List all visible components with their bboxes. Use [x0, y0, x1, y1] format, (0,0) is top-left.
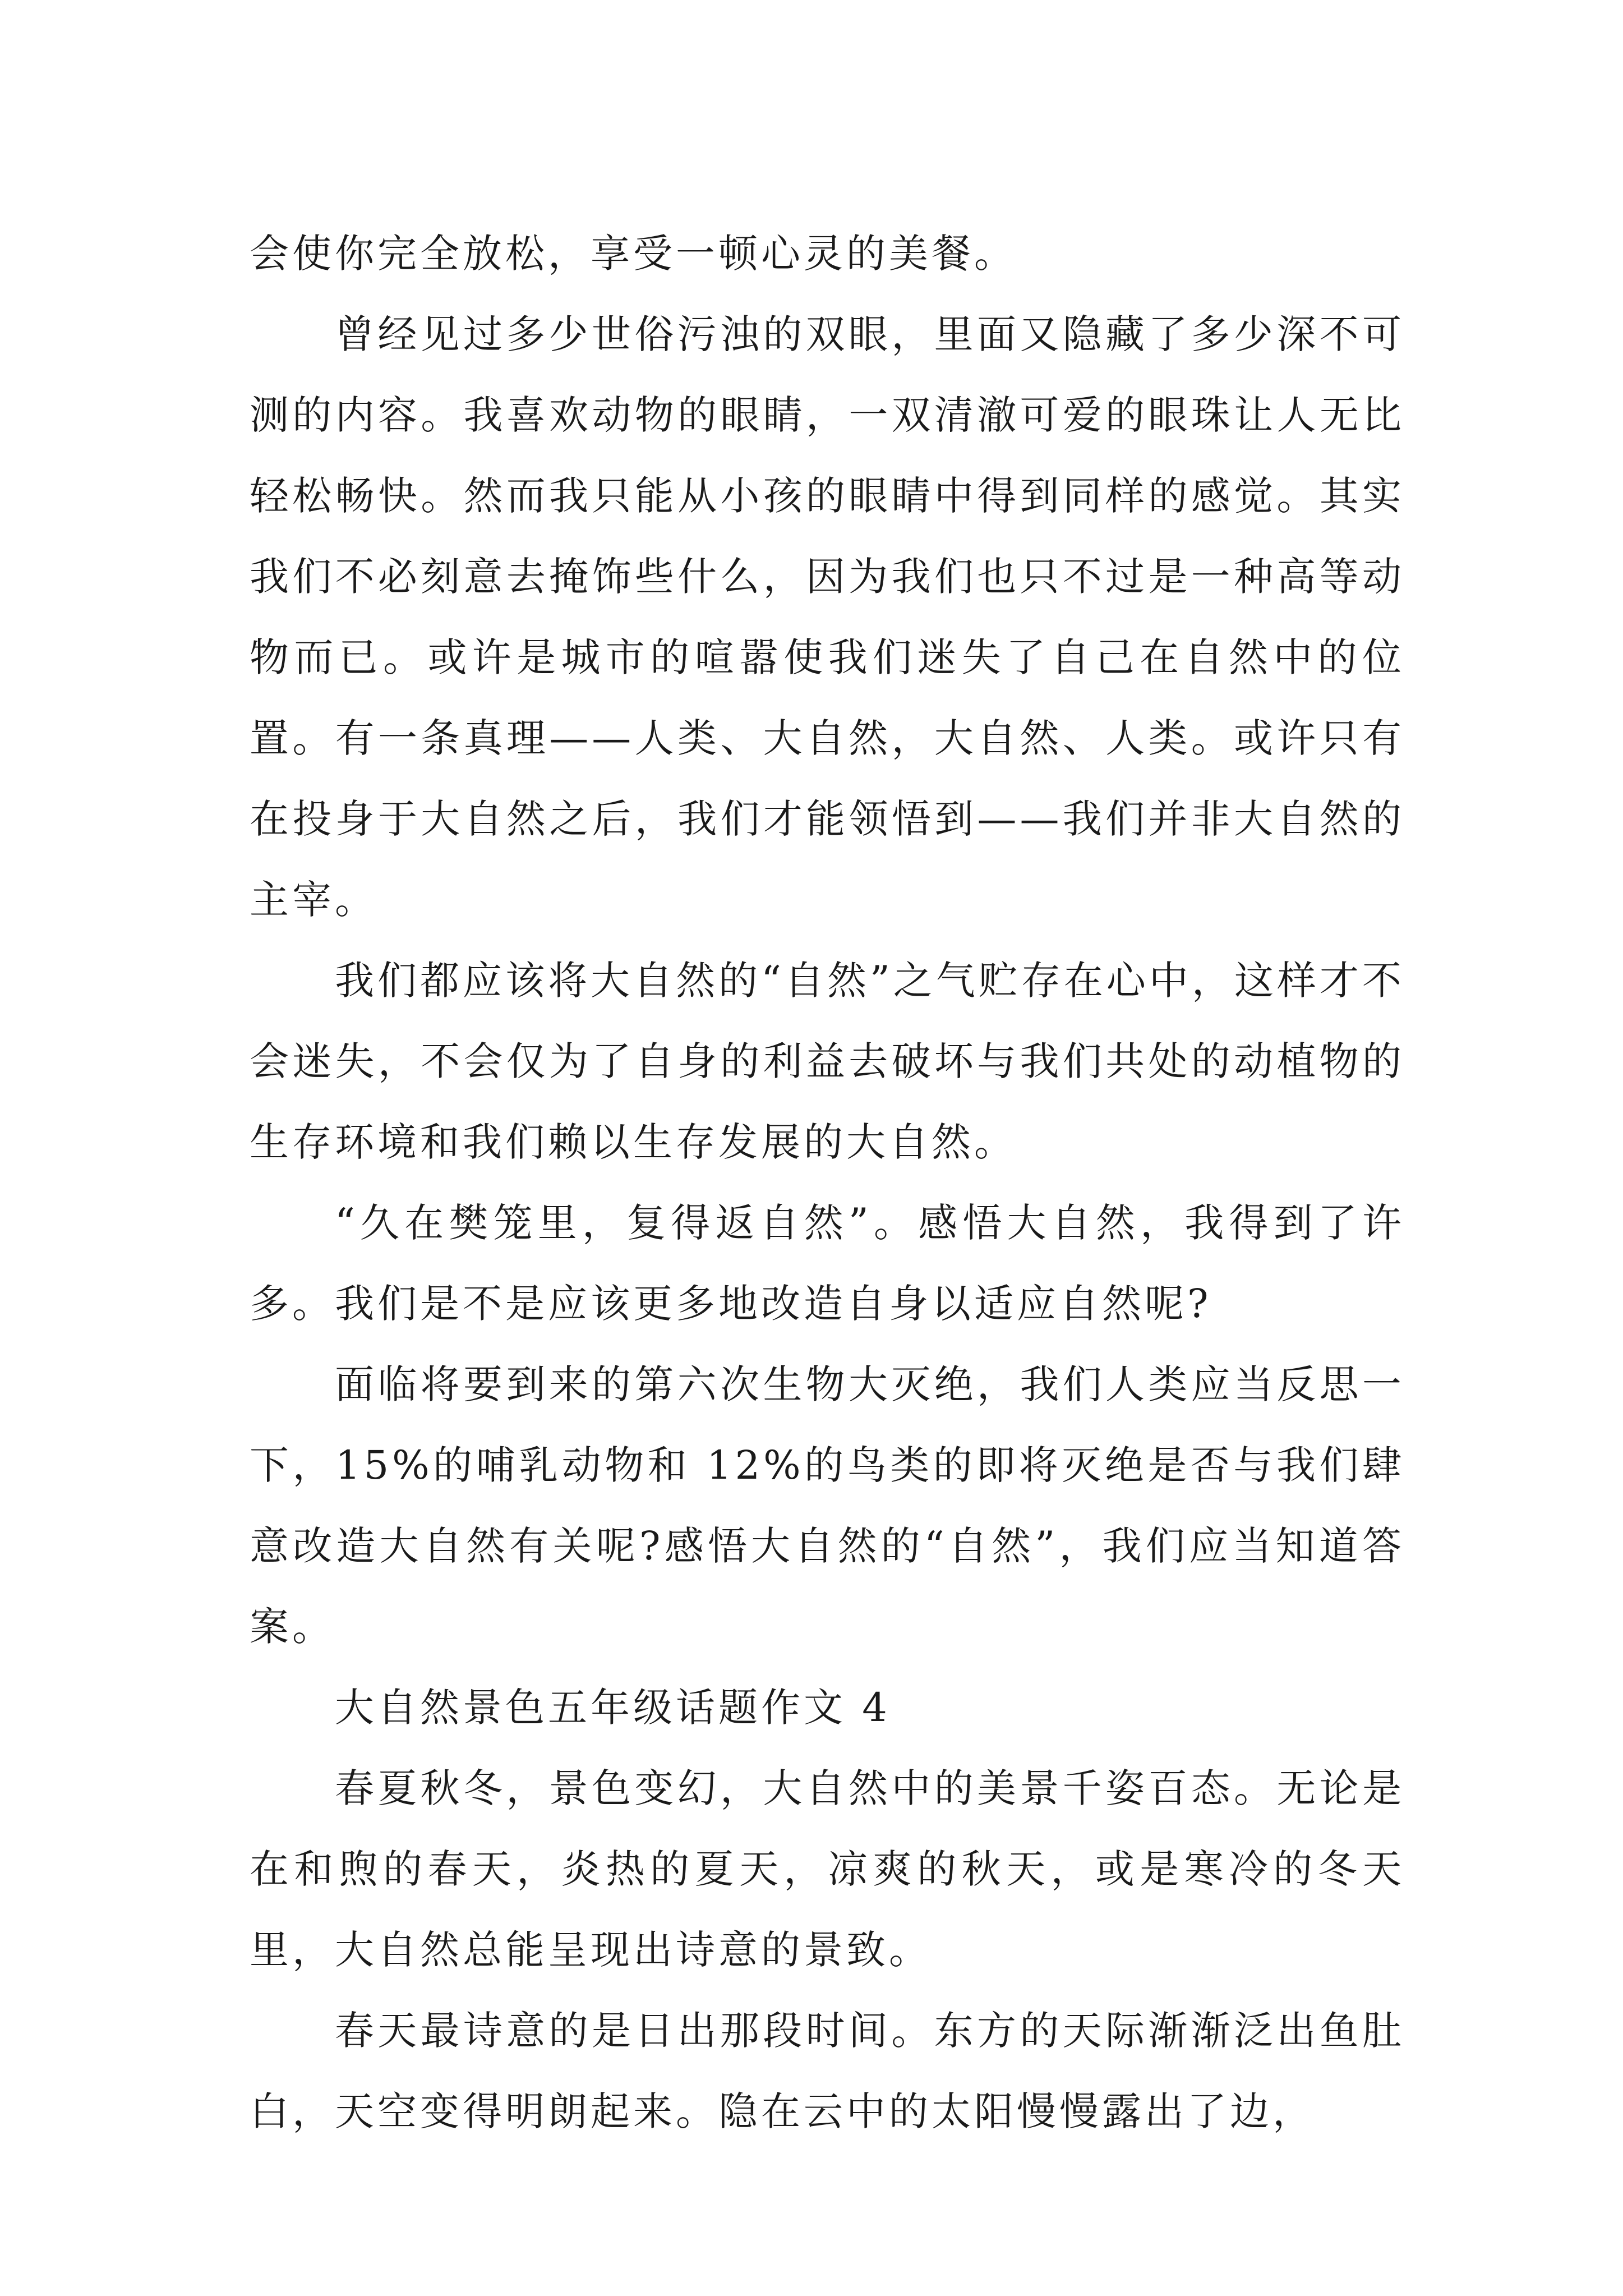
paragraph: 面临将要到来的第六次生物大灭绝，我们人类应当反思一下，15%的哺乳动物和 12%的鸟类的即将灭绝是否与我们肆意改造大自然有关呢?感悟大自然的“自然”，我们应当知道答案。: [250, 1361, 1405, 1650]
paragraph: 春夏秋冬，景色变幻，大自然中的美景千姿百态。无论是在和煦的春天，炎热的夏天，凉爽的秋天，或是寒冷的冬天里，大自然总能呈现出诗意的景致。: [250, 1765, 1405, 1973]
paragraph-continuation: 会使你完全放松，享受一顿心灵的美餐。: [250, 231, 1017, 277]
paragraph: 我们都应该将大自然的“自然”之气贮存在心中，这样才不会迷失，不会仅为了自身的利益去破坏与我们共处的动植物的生存环境和我们赖以生存发展的大自然。: [250, 958, 1405, 1165]
paragraph: 曾经见过多少世俗污浊的双眼，里面又隐藏了多少深不可测的内容。我喜欢动物的眼睛，一双清澈可爱的眼珠让人无比轻松畅快。然而我只能从小孩的眼睛中得到同样的感觉。其实我们不必刻意去掩饰些什么，因为我们也只不过是一种高等动物而已。或许是城市的喧嚣使我们迷失了自己在自然中的位置。有一条真理——人类、大自然，大自然、人类。或许只有在投身于大自然之后，我们才能领悟到——我们并非大自然的主宰。: [250, 311, 1405, 923]
paragraph-quote: “久在樊笼里，复得返自然”。感悟大自然，我得到了许多。我们是不是应该更多地改造自身以适应自然呢?: [250, 1200, 1405, 1327]
document-body: [250, 213, 1405, 2152]
section-heading: 大自然景色五年级话题作文 4: [335, 1685, 891, 1731]
paragraph: 春天最诗意的是日出那段时间。东方的天际渐渐泛出鱼肚白，天空变得明朗起来。隐在云中的太阳慢慢露出了边，: [250, 2008, 1405, 2134]
